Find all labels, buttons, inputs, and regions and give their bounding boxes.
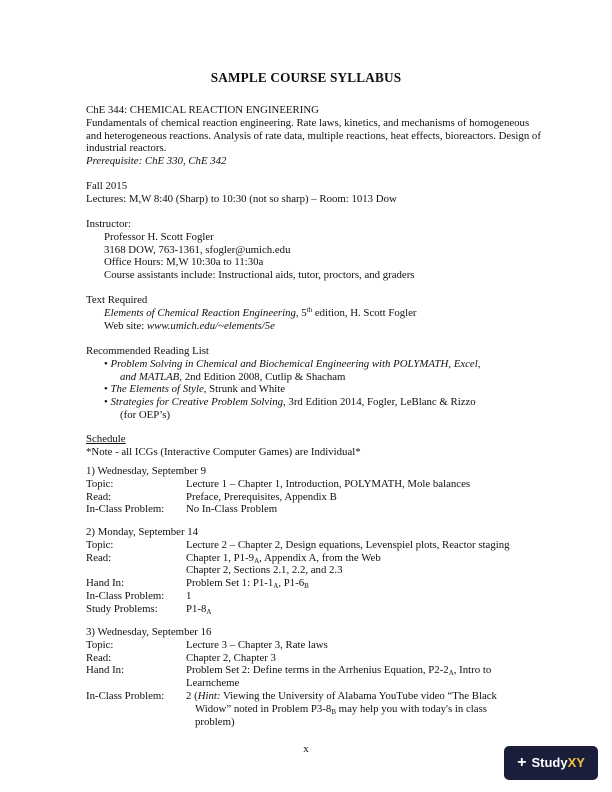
in-class-label: In-Class Problem: <box>86 503 165 516</box>
read-label: Read: <box>86 651 112 664</box>
studyxy-logo[interactable] <box>504 746 598 780</box>
hand-in-text: Problem Set 2: Define terms in the Arrhenius Equation, P2-2 <box>186 664 449 677</box>
in-class-value <box>186 690 546 703</box>
in-class-value-2 <box>186 703 546 716</box>
reading-item-3-title: Strategies for Creative Problem Solving <box>110 396 284 409</box>
instructor-section <box>86 218 546 282</box>
reading-item-2 <box>86 383 546 396</box>
subscript: A <box>448 669 454 678</box>
page-title: SAMPLE COURSE SYLLABUS <box>210 70 402 85</box>
reading-item-3 <box>86 396 546 409</box>
term-semester: Fall 2015 <box>86 180 128 192</box>
hand-in-label: Hand In: <box>86 664 125 677</box>
text-heading: Text Required <box>86 294 148 306</box>
in-class-value: No In-Class Problem <box>186 503 278 516</box>
in-class-value: 1 <box>186 589 192 602</box>
instructor-contact: 3168 DOW, 763-1361, sfogler@umich.edu <box>104 243 291 256</box>
session-date: 3) Wednesday, September 16 <box>86 626 212 638</box>
plus-icon: + <box>517 753 527 771</box>
spacer <box>86 703 186 716</box>
topic-value: Lecture 1 – Chapter 1, Introduction, POLYMATH, Mole balances <box>186 477 471 490</box>
reading-item-3-l2: (for OEP’s) <box>120 408 171 421</box>
schedule-section <box>86 433 546 459</box>
session-topic-row <box>86 539 546 552</box>
spacer <box>86 716 186 729</box>
hint-label: Hint: <box>197 689 221 702</box>
subscript: B <box>331 707 336 716</box>
bullet: • <box>104 383 108 396</box>
session-study-row <box>86 603 546 616</box>
bullet: • <box>104 357 108 370</box>
session-hand-in-row-2 <box>86 677 546 690</box>
study-text: P1-8 <box>186 602 207 615</box>
topic-value: Lecture 3 – Chapter 3, Rate laws <box>186 638 328 651</box>
website-line <box>86 320 546 333</box>
subscript: A <box>206 607 212 616</box>
term-section <box>86 180 546 206</box>
bullet: • <box>104 396 108 409</box>
reading-item-2-title: The Elements of Style <box>110 383 204 396</box>
required-text <box>86 307 546 320</box>
schedule-heading: Schedule <box>86 433 126 445</box>
course-description: Fundamentals of chemical reaction engineering. Rate laws, kinetics, and mechanisms of homogeneous and heterogeneous reactions. Analysis of rate data, multiple reactions, heat effects, bioreactors. Design of industrial reactors. <box>86 116 541 155</box>
hand-in-label: Hand In: <box>86 577 125 590</box>
hand-in-text: , P1-6 <box>278 577 305 590</box>
session-topic-row <box>86 639 546 652</box>
schedule-note: *Note - all ICGs (Interactive Computer Games) are Individual* <box>86 445 361 458</box>
page-marker: x <box>303 743 309 755</box>
hand-in-value-2: Learncheme <box>186 677 240 690</box>
book-edition-post: edition, H. Scott Fogler <box>312 306 417 319</box>
study-label: Study Problems: <box>86 602 158 615</box>
spacer <box>86 564 186 577</box>
session-1 <box>86 465 546 516</box>
session-in-class-row <box>86 690 546 703</box>
session-date: 1) Wednesday, September 9 <box>86 465 206 477</box>
read-label: Read: <box>86 490 112 503</box>
reading-heading: Recommended Reading List <box>86 345 209 357</box>
subscript: A <box>273 582 279 591</box>
session-read-row <box>86 552 546 565</box>
reading-section <box>86 345 546 422</box>
subscript: A <box>254 556 260 565</box>
in-class-text: 2 ( <box>186 689 198 702</box>
session-read-row <box>86 652 546 665</box>
session-topic-row <box>86 478 546 491</box>
in-class-label: In-Class Problem: <box>86 589 165 602</box>
course-assistants: Course assistants include: Instructional aids, tutor, proctors, and graders <box>104 269 415 282</box>
term-lectures: Lectures: M,W 8:40 (Sharp) to 10:30 (not so sharp) – Room: 1013 Dow <box>86 192 397 205</box>
instructor-name: Professor H. Scott Fogler <box>104 230 214 243</box>
reading-item-3-rest: , 3rd Edition 2014, Fogler, LeBlanc & Rizzo <box>283 396 476 409</box>
hand-in-value <box>186 664 546 677</box>
session-hand-in-row <box>86 664 546 677</box>
session-read-row-2 <box>86 564 546 577</box>
session-date: 2) Monday, September 14 <box>86 526 199 538</box>
reading-item-1 <box>86 358 546 371</box>
website-label: Web site: <box>104 319 147 332</box>
website-link[interactable]: www.umich.edu/~elements/5e <box>146 319 275 332</box>
in-class-text: Viewing the University of Alabama YouTube video “The Black <box>220 689 497 702</box>
book-edition-pre: , 5 <box>295 306 307 319</box>
topic-label: Topic: <box>86 638 114 651</box>
topic-value: Lecture 2 – Chapter 2, Design equations, Levenspiel plots, Reactor staging <box>186 538 510 551</box>
read-value-2: Chapter 2, Sections 2.1, 2.2, and 2.3 <box>186 564 343 577</box>
subscript: B <box>304 582 309 591</box>
hand-in-text: , Intro to <box>453 664 492 677</box>
read-value: Preface, Prerequisites, Appendix B <box>186 490 337 503</box>
read-value: Chapter 2, Chapter 3 <box>186 651 276 664</box>
session-2 <box>86 526 546 616</box>
topic-label: Topic: <box>86 538 114 551</box>
topic-label: Topic: <box>86 477 114 490</box>
spacer <box>86 677 186 690</box>
study-value <box>186 603 546 616</box>
instructor-heading: Instructor: <box>86 218 131 230</box>
reading-item-1-title-l2: and MATLAB <box>120 370 180 383</box>
in-class-label: In-Class Problem: <box>86 689 165 702</box>
in-class-text: may help you with today's in class <box>335 702 487 715</box>
brand-xy: XY <box>567 754 585 770</box>
book-title: Elements of Chemical Reaction Engineering <box>104 306 296 319</box>
reading-item-1-rest: , 2nd Edition 2008, Cutlip & Shacham <box>179 370 346 383</box>
session-hand-in-row <box>86 577 546 590</box>
brand-study: Study <box>531 754 568 770</box>
instructor-office-hours: Office Hours: M,W 10:30a to 11:30a <box>104 256 264 269</box>
hand-in-value <box>186 577 546 590</box>
hand-in-text: Problem Set 1: P1-1 <box>186 577 274 590</box>
session-in-class-row-3 <box>86 716 546 729</box>
read-text: , Appendix A, from the Web <box>259 551 381 564</box>
course-code-name: ChE 344: CHEMICAL REACTION ENGINEERING <box>86 104 319 116</box>
in-class-value-3: problem) <box>195 715 235 728</box>
read-value <box>186 552 546 565</box>
read-label: Read: <box>86 551 112 564</box>
course-section <box>86 104 546 168</box>
read-text: Chapter 1, P1-9 <box>186 551 255 564</box>
session-in-class-row <box>86 503 546 516</box>
reading-item-2-rest: , Strunk and White <box>203 383 286 396</box>
session-read-row <box>86 491 546 504</box>
session-3 <box>86 626 546 728</box>
text-section <box>86 294 546 332</box>
book-edition-sup: th <box>306 305 313 314</box>
reading-item-1-l2 <box>86 371 546 384</box>
reading-item-1-title-l1: Problem Solving in Chemical and Biochemical Engineering with POLYMATH, Excel, <box>110 357 481 370</box>
session-in-class-row <box>86 590 546 603</box>
course-prerequisite: Prerequisite: ChE 330, ChE 342 <box>86 155 227 168</box>
in-class-text: Widow” noted in Problem P3-8 <box>195 702 332 715</box>
session-in-class-row-2 <box>86 703 546 716</box>
